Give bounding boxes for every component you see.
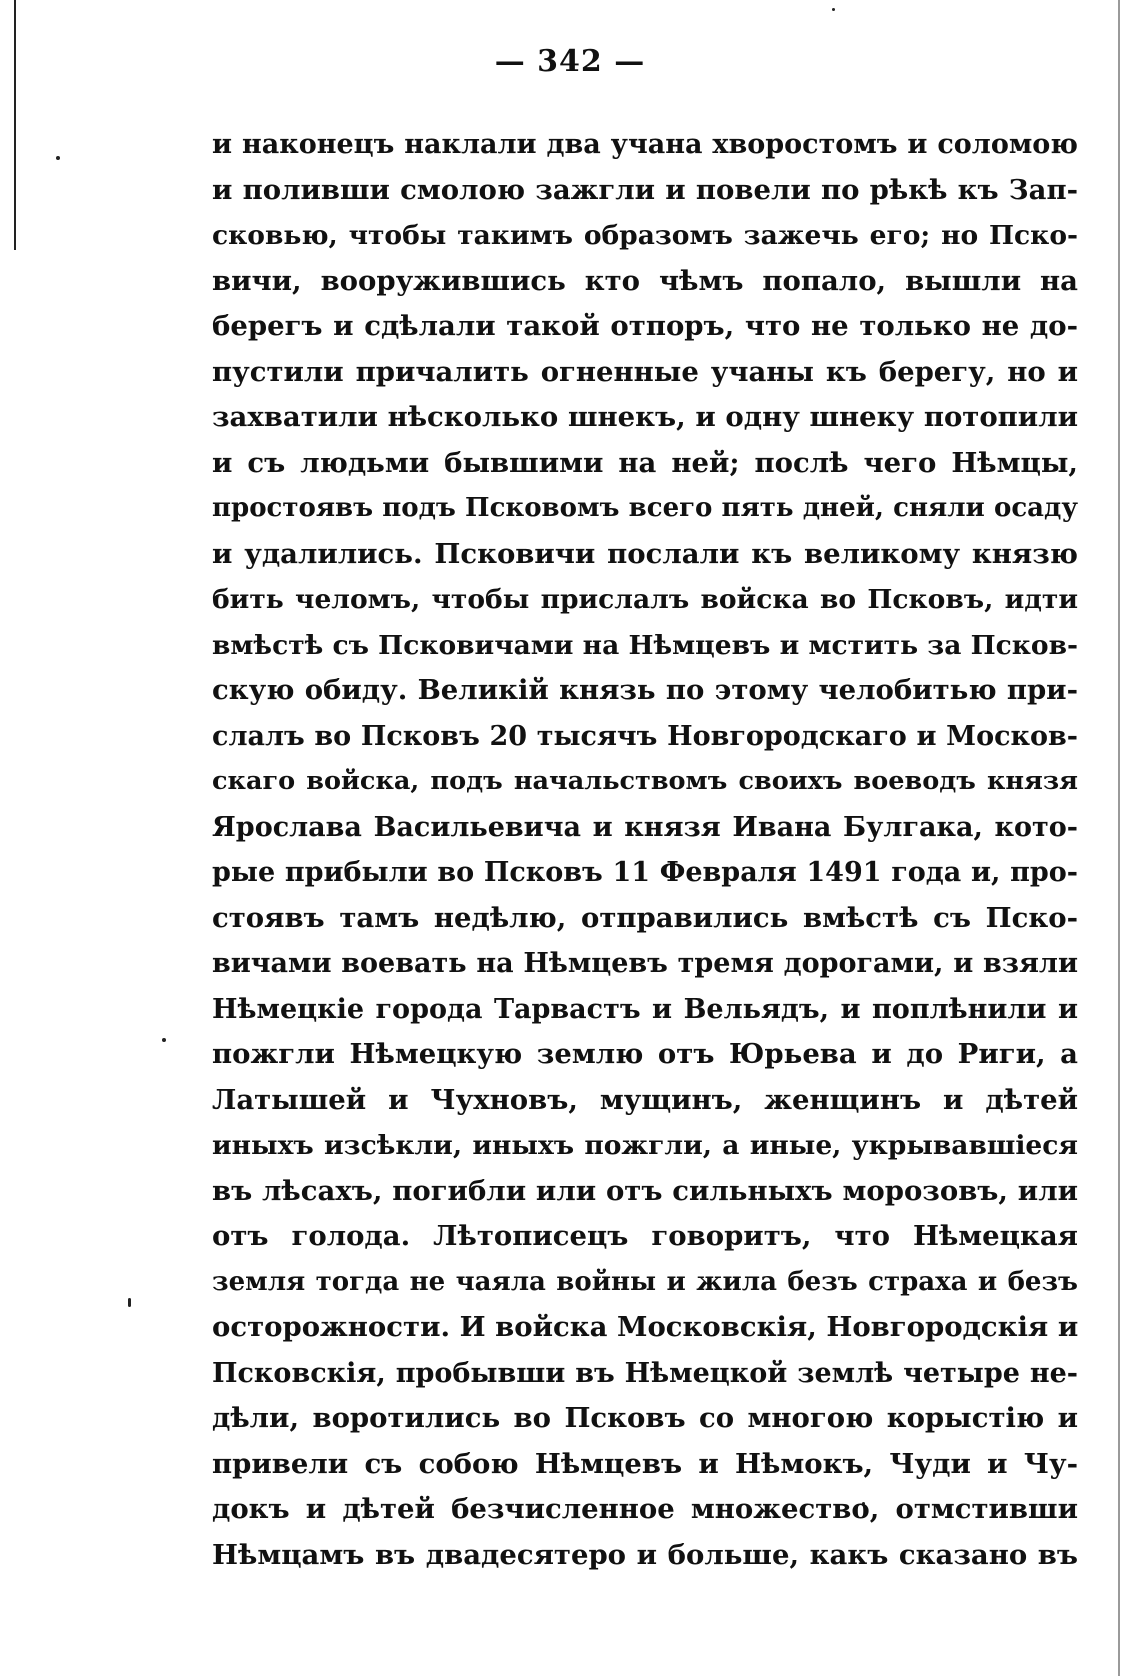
text-line: скую обиду. Великій князь по этому челобитью при-	[212, 674, 1078, 706]
text-line: Псковскія, пробывши въ Нѣмецкой землѣ четыре не-	[212, 1357, 1078, 1389]
text-line: простоявъ подъ Псковомъ всего пять дней, сняли осаду	[212, 493, 1078, 523]
text-line: докъ и дѣтей безчисленное множество, отмстивши	[212, 1493, 1078, 1525]
page-number: — 342 —	[494, 44, 646, 79]
text-line: слалъ во Псковъ 20 тысячъ Новгородскаго и Москов-	[212, 720, 1078, 752]
text-line: и наконецъ наклали два учана хворостомъ и соломою	[212, 129, 1078, 160]
text-line: захватили нѣсколько шнекъ, и одну шнеку потопили	[212, 401, 1078, 433]
print-speck	[128, 1298, 131, 1307]
text-line: отъ голода. Лѣтописецъ говоритъ, что Нѣмецкая	[212, 1220, 1078, 1252]
text-line: дѣли, воротились во Псковъ со многою корыстію и	[212, 1402, 1078, 1434]
text-line: вичами воевать на Нѣмцевъ тремя дорогами, и взяли	[212, 948, 1078, 979]
text-line: рые прибыли во Псковъ 11 Февраля 1491 года и, про-	[212, 857, 1078, 888]
text-line: и удалились. Псковичи послали къ великому князю	[212, 537, 1078, 570]
text-line: Нѣмцамъ въ двадесятеро и больше, какъ сказано въ	[212, 1538, 1078, 1571]
text-line: бить челомъ, чтобы прислалъ войска во Псковъ, идти	[212, 584, 1078, 615]
text-line: земля тогда не чаяла войны и жила безъ страха и безъ	[212, 1266, 1078, 1297]
text-line: стоявъ тамъ недѣлю, отправились вмѣстѣ съ Пско-	[212, 901, 1078, 934]
print-speck	[832, 8, 835, 11]
text-line: пожгли Нѣмецкую землю отъ Юрьева и до Риги, а	[212, 1038, 1078, 1070]
text-line: осторожности. И войска Московскія, Новгородскія и	[212, 1311, 1078, 1343]
text-line: скаго войска, подъ начальствомъ своихъ воеводъ князя	[212, 766, 1078, 796]
text-line: берегъ и сдѣлали такой отпоръ, что не только не до-	[212, 310, 1078, 342]
text-line: иныхъ изсѣкли, иныхъ пожгли, а иные, укрывавшіеся	[212, 1130, 1078, 1161]
page-edge-right	[1118, 0, 1120, 1676]
print-speck	[162, 1038, 166, 1042]
page-edge-left	[14, 0, 16, 250]
print-speck	[56, 156, 60, 160]
text-line: привели съ собою Нѣмцевъ и Нѣмокъ, Чуди и Чу-	[212, 1447, 1078, 1480]
text-line: Ярослава Васильевича и князя Ивана Булгака, кото-	[212, 811, 1078, 843]
text-line: и поливши смолою зажгли и повели по рѣкѣ къ Зап-	[212, 173, 1078, 206]
text-line: въ лѣсахъ, погибли или отъ сильныхъ морозовъ, или	[212, 1174, 1078, 1207]
text-line: сковью, чтобы такимъ образомъ зажечь его; но Пско-	[212, 220, 1078, 251]
text-line: вмѣстѣ съ Псковичами на Нѣмцевъ и мстить за Псков-	[212, 629, 1078, 661]
text-line: Латышей и Чухновъ, мущинъ, женщинъ и дѣтей	[212, 1083, 1078, 1116]
text-line: вичи, вооружившись кто чѣмъ попало, вышли на	[212, 264, 1078, 297]
body-text	[212, 122, 1078, 1578]
text-line: и съ людьми бывшими на ней; послѣ чего Нѣмцы,	[212, 446, 1078, 479]
text-line: пустили причалить огненные учаны къ берегу, но и	[212, 355, 1078, 388]
text-line: Нѣмецкіе города Тарвастъ и Вельядъ, и поплѣнили и	[212, 993, 1078, 1025]
